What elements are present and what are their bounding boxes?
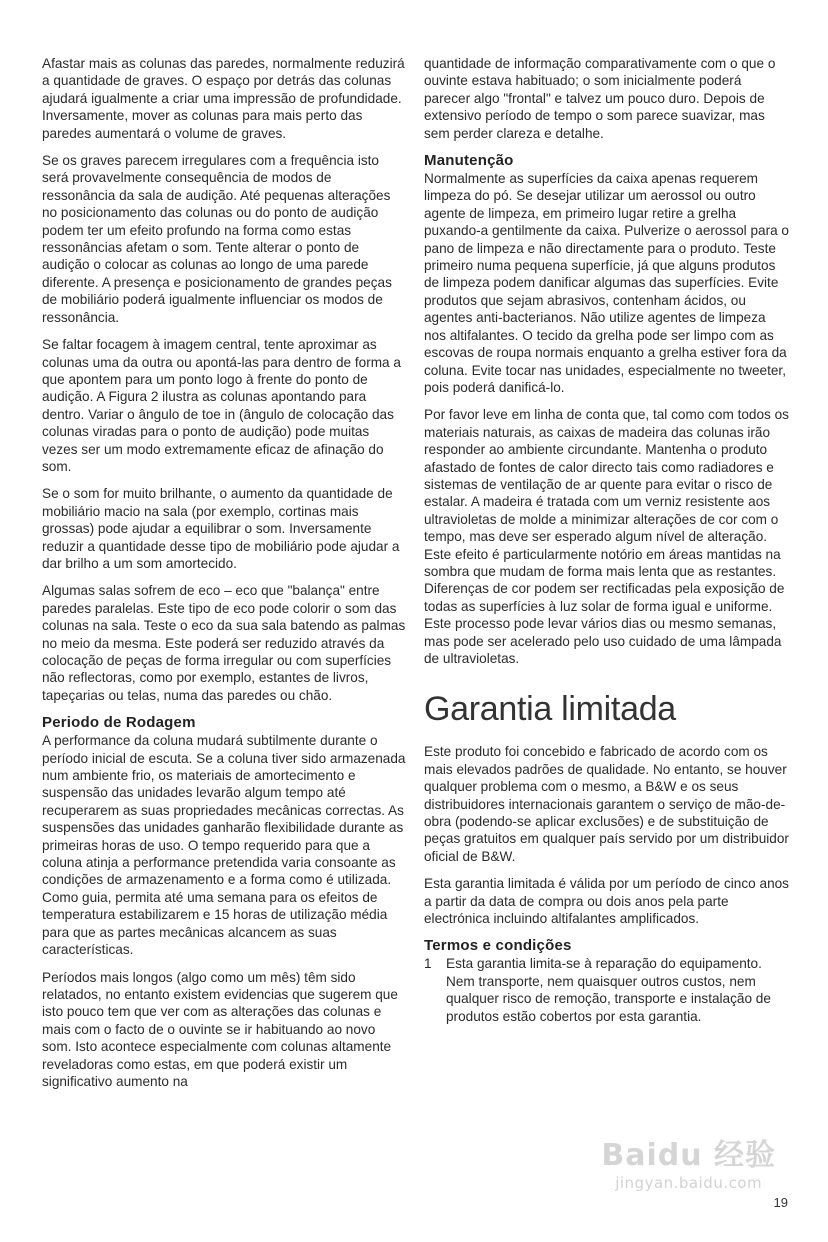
paragraph: Se faltar focagem à imagem central, tente aproximar as colunas uma da outra ou apontá-las para dentro de forma a que apontem para um ponto logo à frente do ponto de audição. A Figura 2 ilustra as colunas apontando para dentro. Variar o ângulo de toe in (ângulo de colocação das colunas viradas para o ponto de audição) pode muitas vezes ser um modo extremamente eficaz de afinação do som. bbox=[42, 337, 401, 474]
paragraph: Este produto foi concebido e fabricado de acordo com os mais elevados padrões de qualidade. No entanto, se houver qualquer problema com o mesmo, a B&W e os seus distribuidores internacionais garantem o serviço de mão-de-obra (podendo-se aplicar exclusões) e de substituição de peças gratuitos em qualquer país servido por um distribuidor oficial de B&W. bbox=[424, 744, 789, 864]
paragraph: Normalmente as superfícies da caixa apenas requerem limpeza do pó. Se desejar utilizar um aerossol ou outro agente de limpeza, em primeiro lugar retire a grelha puxando-a gentilmente da caixa. Pulverize o aerossol para o pano de limpeza e não directamente para o produto. Teste primeiro numa pequena superfície, já que alguns produtos de limpeza podem danificar algumas das superfícies. Evite produtos que sejam abrasivos, contenham ácidos, ou agentes anti-bacterianos. Não utilize agentes de limpeza nos altifalantes. O tecido da grelha pode ser limpo com as escovas de roupa normais enquanto a grelha estiver fora da coluna. Evite tocar nas unidades, especialmente no tweeter, pois poderá danificá-lo. bbox=[424, 171, 789, 395]
page-number: 19 bbox=[773, 1195, 788, 1210]
watermark-logo: Baidu 经验 bbox=[601, 1138, 776, 1173]
paragraph: Algumas salas sofrem de eco – eco que "balança" entre paredes paralelas. Este tipo de eco pode colorir o som das colunas na sala. Teste o eco da sua sala batendo as palmas no meio da mesma. Este poderá ser reduzido através da colocação de peças de forma irregular ou com superfícies não reflectoras, como por exemplo, estantes de livros, tapeçarias ou telas, numa das paredes ou chão. bbox=[42, 583, 406, 703]
paragraph: Afastar mais as colunas das paredes, normalmente reduzirá a quantidade de graves. O espaço por detrás das colunas ajudará igualmente a criar uma impressão de profundidade. Inversamente, mover as colunas para mais perto das paredes aumentará o volume de graves. bbox=[42, 56, 405, 141]
list-item-number: 1 bbox=[424, 956, 432, 972]
paragraph: Se os graves parecem irregulares com a frequência isto será provavelmente consequência de modos de ressonância da sala de audição. Até pequenas alterações no posicionamento das colunas ou do ponto de audição podem ter um efeito profundo na forma como estas ressonâncias afetam o som. Tente alterar o ponto de audição o colocar as colunas ao longo de uma parede diferente. A presença e posicionamento de grandes peças de mobiliário poderá igualmente influenciar os modos de ressonância. bbox=[42, 153, 392, 325]
baidu-watermark bbox=[601, 1130, 776, 1192]
paragraph: Períodos mais longos (algo como um mês) têm sido relatados, no entanto existem evidencias que sugerem que isto pouco tem que ver com as alterações das colunas e mais com o facto de o ouvinte se ir habituando ao novo som. Isto acontece especialmente com colunas altamente reveladoras como estas, em que poderá existir um significativo aumento na bbox=[42, 969, 398, 1089]
section-heading-termos: Termos e condições bbox=[424, 937, 572, 955]
section-heading-manutencao: Manutenção bbox=[424, 152, 514, 170]
paragraph: Esta garantia limitada é válida por um período de cinco anos a partir da data de compra ou dois anos pela parte electrónica incluindo altifalantes amplificados. bbox=[424, 876, 789, 927]
paragraph: A performance da coluna mudará subtilmente durante o período inicial de escuta. Se a coluna tiver sido armazenada num ambiente frio, os materiais de amortecimento e suspensão das unidades levarão algum tempo até recuperarem as suas propriedades mecânicas correctas. As suspensões das unidades ganharão flexibilidade durante as primeiras horas de uso. O tempo requerido para que a coluna atinja a performance pretendida varia consoante as condições de armazenamento e a forma como é utilizada. Como guia, permita até uma semana para os efeitos de temperatura estabilizarem e 15 horas de utilização média para que as partes mecânicas alcancem as suas características. bbox=[42, 733, 406, 958]
right-column bbox=[424, 55, 790, 1025]
paragraph: Por favor leve em linha de conta que, tal como com todos os materiais naturais, as caixas de madeira das colunas irão responder ao ambiente circundante. Mantenha o produto afastado de fontes de calor directo tais como radiadores e sistemas de ventilação de ar quente para evitar o risco de estalar. A madeira é tratada com um verniz resistente aos ultravioletas de molde a minimizar alterações de cor com o tempo, mas deve ser esperado algum nível de alteração. Este efeito é particularmente notório em áreas mantidas na sombra que mudam de forma mais lenta que as restantes. Diferenças de cor podem ser rectificadas pela exposição de todas as superfícies à luz solar de forma igual e uniforme. Este processo pode levar vários dias ou mesmo semanas, mas pode ser acelerado pelo uso cuidado de uma lâmpada de ultravioletas. bbox=[424, 407, 789, 666]
paragraph: quantidade de informação comparativamente com o que o ouvinte estava habituado; o som inicialmente poderá parecer algo "frontal" e talvez um pouco duro. Depois de extensivo período de tempo o som parece suavizar, mas sem perder clareza e detalhe. bbox=[424, 56, 776, 141]
left-column bbox=[42, 55, 408, 1100]
section-heading-rodagem: Periodo de Rodagem bbox=[42, 714, 196, 732]
list-item-text: Esta garantia limita-se à reparação do equipamento. Nem transporte, nem quaisquer outros custos, nem qualquer risco de remoção, transporte e instalação de produtos estão cobertos por esta garantia. bbox=[446, 956, 771, 1024]
list-item bbox=[424, 955, 790, 1025]
terms-list bbox=[424, 955, 790, 1025]
watermark-site: jingyan.baidu.com bbox=[615, 1174, 763, 1192]
warranty-title: Garantia limitada bbox=[424, 690, 676, 729]
paragraph: Se o som for muito brilhante, o aumento da quantidade de mobiliário macio na sala (por exemplo, cortinas mais grossas) pode ajudar a equilibrar o som. Inversamente reduzir a quantidade desse tipo de mobiliário pode ajudar a dar brilho a um som amortecido. bbox=[42, 486, 400, 571]
